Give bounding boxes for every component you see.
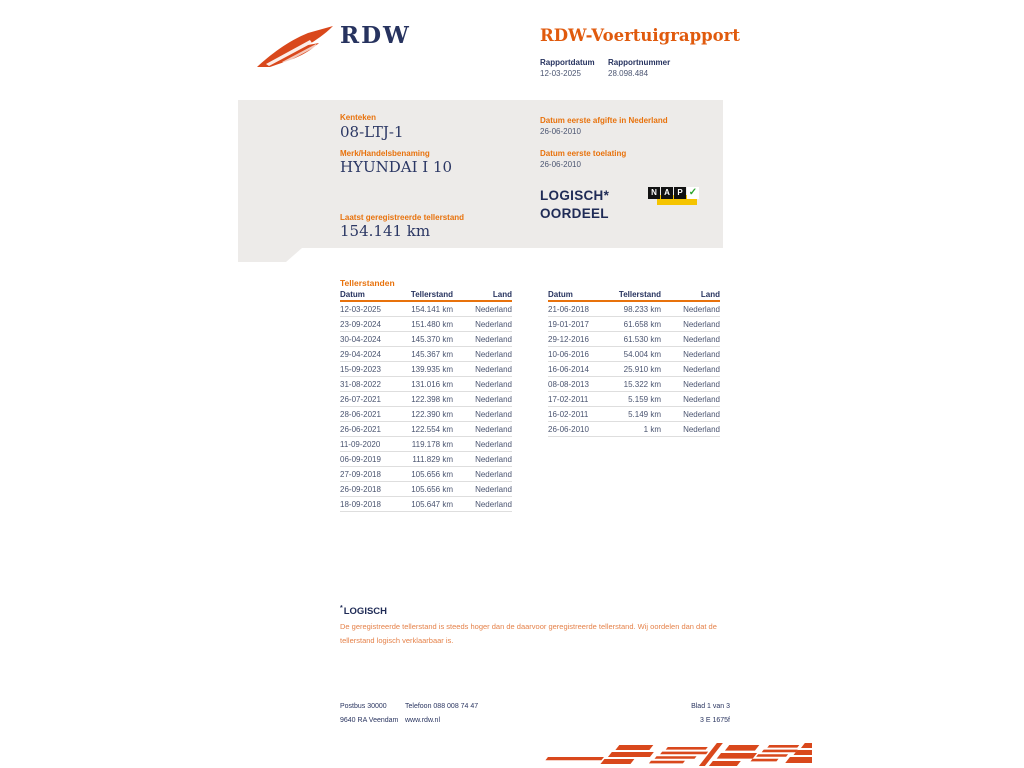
cell-datum: 26-09-2018 bbox=[340, 484, 381, 494]
cell-tellerstand: 111.829 km bbox=[412, 454, 453, 464]
cell-datum: 31-08-2022 bbox=[340, 379, 381, 389]
cell-tellerstand: 151.480 km bbox=[411, 319, 453, 329]
table-row bbox=[548, 302, 720, 317]
cell-land: Nederland bbox=[683, 394, 720, 404]
table-row bbox=[340, 347, 512, 362]
cell-land: Nederland bbox=[475, 319, 512, 329]
col-header-land: Land bbox=[700, 290, 720, 299]
table-row bbox=[548, 347, 720, 362]
summary-panel-tab bbox=[238, 248, 302, 262]
nap-letter-n: N bbox=[648, 187, 660, 199]
cell-land: Nederland bbox=[475, 334, 512, 344]
cell-land: Nederland bbox=[475, 484, 512, 494]
laatste-tellerstand-value: 154.141 km bbox=[340, 222, 431, 240]
footer-phone: Telefoon 088 008 74 47 bbox=[405, 703, 479, 710]
cell-tellerstand: 61.530 km bbox=[623, 334, 661, 344]
rapportnummer-label: Rapportnummer bbox=[608, 58, 671, 67]
cell-tellerstand: 98.233 km bbox=[623, 304, 661, 314]
cell-land: Nederland bbox=[475, 499, 512, 509]
cell-datum: 30-04-2024 bbox=[340, 334, 381, 344]
datum-eerste-afgifte-value: 26-06-2010 bbox=[540, 127, 581, 136]
cell-datum: 26-06-2021 bbox=[340, 424, 381, 434]
cell-tellerstand: 5.159 km bbox=[628, 394, 661, 404]
cell-datum: 26-06-2010 bbox=[548, 424, 589, 434]
rdw-logo-text: RDW bbox=[340, 22, 411, 49]
footer-page-info bbox=[600, 700, 730, 728]
oordeel-line2: OORDEEL bbox=[540, 206, 609, 221]
nap-letter-a: A bbox=[661, 187, 673, 199]
tellerstanden-section-title: Tellerstanden bbox=[340, 278, 395, 288]
cell-land: Nederland bbox=[475, 364, 512, 374]
cell-datum: 08-08-2013 bbox=[548, 379, 589, 389]
footnote-text: De geregistreerde tellerstand is steeds hoger dan de daarvoor geregistreerde tellerstand. Wij oordelen dan dat de tellerstand logisch verklaarbaar is. bbox=[340, 622, 717, 645]
rdw-wing-logo-icon bbox=[256, 24, 334, 70]
cell-land: Nederland bbox=[475, 349, 512, 359]
table-row bbox=[548, 332, 720, 347]
table-header bbox=[340, 290, 512, 302]
footer-city: 9640 RA Veendam bbox=[340, 717, 399, 724]
table-row bbox=[548, 317, 720, 332]
cell-land: Nederland bbox=[683, 334, 720, 344]
tellerstanden-table-right bbox=[548, 290, 720, 437]
col-header-tellerstand: Tellerstand bbox=[618, 290, 661, 299]
cell-datum: 18-09-2018 bbox=[340, 499, 381, 509]
datum-eerste-toelating-label: Datum eerste toelating bbox=[540, 149, 627, 158]
footer-postbus: Postbus 30000 bbox=[340, 703, 387, 710]
rdw-decorative-stripes-icon bbox=[538, 739, 812, 768]
cell-land: Nederland bbox=[475, 469, 512, 479]
cell-tellerstand: 145.367 km bbox=[411, 349, 453, 359]
merk-label: Merk/Handelsbenaming bbox=[340, 149, 430, 158]
cell-land: Nederland bbox=[475, 454, 512, 464]
cell-datum: 28-06-2021 bbox=[340, 409, 381, 419]
cell-land: Nederland bbox=[475, 394, 512, 404]
cell-datum: 29-04-2024 bbox=[340, 349, 381, 359]
cell-tellerstand: 15.322 km bbox=[623, 379, 661, 389]
footnote-asterisk: * bbox=[340, 605, 343, 612]
cell-land: Nederland bbox=[683, 409, 720, 419]
cell-datum: 10-06-2016 bbox=[548, 349, 589, 359]
table-row bbox=[340, 302, 512, 317]
nap-logo bbox=[648, 186, 698, 206]
cell-tellerstand: 1 km bbox=[643, 424, 661, 434]
footer-contact bbox=[405, 700, 478, 728]
table-row bbox=[340, 362, 512, 377]
table-row bbox=[340, 377, 512, 392]
laatste-tellerstand-label: Laatst geregistreerde tellerstand bbox=[340, 213, 465, 222]
cell-tellerstand: 54.004 km bbox=[623, 349, 661, 359]
cell-tellerstand: 105.647 km bbox=[411, 499, 453, 509]
table-row bbox=[548, 377, 720, 392]
merk-value: HYUNDAI I 10 bbox=[340, 158, 453, 176]
cell-datum: 29-12-2016 bbox=[548, 334, 589, 344]
cell-tellerstand: 145.370 km bbox=[411, 334, 453, 344]
cell-tellerstand: 61.658 km bbox=[623, 319, 661, 329]
col-header-land: Land bbox=[492, 290, 512, 299]
table-row bbox=[340, 437, 512, 452]
cell-land: Nederland bbox=[683, 424, 720, 434]
cell-tellerstand: 139.935 km bbox=[411, 364, 453, 374]
rapportdatum-value: 12-03-2025 bbox=[540, 69, 581, 78]
table-row bbox=[340, 332, 512, 347]
table-row bbox=[340, 407, 512, 422]
kenteken-label: Kenteken bbox=[340, 113, 377, 122]
col-header-datum: Datum bbox=[340, 290, 365, 299]
table-row bbox=[340, 497, 512, 512]
table-row bbox=[340, 392, 512, 407]
cell-land: Nederland bbox=[683, 379, 720, 389]
cell-datum: 15-09-2023 bbox=[340, 364, 381, 374]
rapportnummer-value: 28.098.484 bbox=[608, 69, 649, 78]
cell-tellerstand: 122.398 km bbox=[411, 394, 453, 404]
cell-land: Nederland bbox=[475, 379, 512, 389]
table-row bbox=[340, 467, 512, 482]
cell-land: Nederland bbox=[475, 439, 512, 449]
table-row bbox=[340, 452, 512, 467]
table-header bbox=[548, 290, 720, 302]
cell-land: Nederland bbox=[475, 304, 512, 314]
footnote-title-text: LOGISCH bbox=[343, 606, 388, 617]
oordeel-line1: LOGISCH* bbox=[540, 188, 610, 203]
cell-datum: 19-01-2017 bbox=[548, 319, 589, 329]
kenteken-value: 08-LTJ-1 bbox=[340, 123, 404, 141]
nap-checkmark-icon: ✓ bbox=[688, 187, 698, 198]
datum-eerste-toelating-value: 26-06-2010 bbox=[540, 160, 581, 169]
tellerstanden-table-left bbox=[340, 290, 512, 512]
footer-page-number: Blad 1 van 3 bbox=[691, 703, 730, 710]
cell-tellerstand: 105.656 km bbox=[411, 484, 453, 494]
cell-tellerstand: 105.656 km bbox=[411, 469, 453, 479]
footer-website-link[interactable]: www.rdw.nl bbox=[405, 717, 441, 724]
cell-datum: 17-02-2011 bbox=[548, 394, 589, 404]
oordeel-verdict bbox=[540, 187, 609, 223]
datum-eerste-afgifte-label: Datum eerste afgifte in Nederland bbox=[540, 116, 668, 125]
cell-datum: 27-09-2018 bbox=[340, 469, 381, 479]
cell-land: Nederland bbox=[683, 304, 720, 314]
footnote-title bbox=[340, 605, 387, 617]
cell-tellerstand: 122.390 km bbox=[411, 409, 453, 419]
cell-tellerstand: 119.178 km bbox=[411, 439, 453, 449]
cell-datum: 06-09-2019 bbox=[340, 454, 381, 464]
cell-land: Nederland bbox=[475, 424, 512, 434]
rapportdatum-label: Rapportdatum bbox=[540, 58, 595, 67]
table-row bbox=[548, 362, 720, 377]
cell-tellerstand: 131.016 km bbox=[411, 379, 453, 389]
report-title: RDW-Voertuigrapport bbox=[540, 26, 740, 45]
cell-tellerstand: 122.554 km bbox=[411, 424, 453, 434]
cell-datum: 23-09-2024 bbox=[340, 319, 381, 329]
col-header-tellerstand: Tellerstand bbox=[410, 290, 453, 299]
table-row bbox=[548, 422, 720, 437]
cell-tellerstand: 154.141 km bbox=[411, 304, 453, 314]
cell-datum: 21-06-2018 bbox=[548, 304, 589, 314]
cell-tellerstand: 5.149 km bbox=[628, 409, 661, 419]
table-row bbox=[340, 482, 512, 497]
cell-land: Nederland bbox=[683, 364, 720, 374]
cell-datum: 16-06-2014 bbox=[548, 364, 589, 374]
cell-land: Nederland bbox=[683, 319, 720, 329]
table-row bbox=[548, 392, 720, 407]
cell-datum: 26-07-2021 bbox=[340, 394, 381, 404]
nap-letter-p: P bbox=[674, 187, 686, 199]
cell-datum: 11-09-2020 bbox=[340, 439, 381, 449]
cell-land: Nederland bbox=[475, 409, 512, 419]
table-row bbox=[340, 422, 512, 437]
table-row bbox=[340, 317, 512, 332]
cell-tellerstand: 25.910 km bbox=[623, 364, 661, 374]
cell-datum: 16-02-2011 bbox=[548, 409, 589, 419]
footer-form-code: 3 E 1675f bbox=[700, 717, 730, 724]
cell-land: Nederland bbox=[683, 349, 720, 359]
cell-datum: 12-03-2025 bbox=[340, 304, 381, 314]
col-header-datum: Datum bbox=[548, 290, 573, 299]
table-row bbox=[548, 407, 720, 422]
footer-address bbox=[340, 700, 398, 728]
